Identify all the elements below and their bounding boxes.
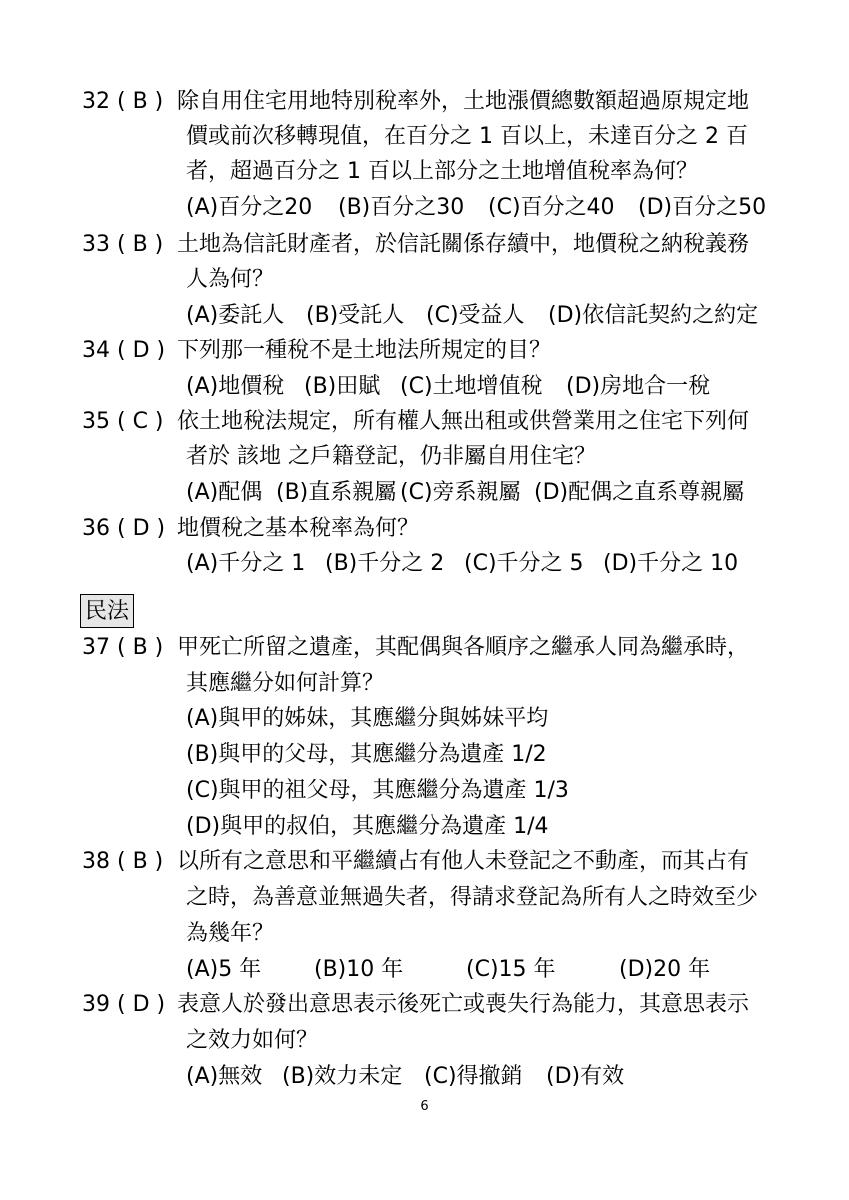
option-c: (C)15 年: [466, 957, 556, 982]
option-d: (D)百分之50: [638, 195, 767, 220]
question-option-37-d: (D)與甲的叔伯，其應繼分為遺產 1/4: [186, 814, 549, 839]
option-c: (C)受益人: [426, 303, 525, 328]
question-number-33: 33 ( B ): [82, 232, 164, 257]
option-d: (D)房地合一稅: [566, 374, 711, 399]
option-c: (C)土地增值稅: [400, 374, 543, 399]
question-text-38-line3: 為幾年？: [186, 921, 275, 946]
question-text-39-line1: 表意人於發出意思表示後死亡或喪失行為能力，其意思表示: [177, 992, 750, 1017]
question-text-34-line1: 下列那一種稅不是土地法所規定的目？: [177, 338, 552, 363]
option-b: (B)千分之 2: [325, 551, 445, 576]
section-label-civil-law: 民法: [80, 594, 134, 628]
question-text-33-line1: 土地為信託財產者，於信託關係存續中，地價稅之納稅義務: [177, 232, 750, 257]
option-b: (B)效力未定: [282, 1064, 403, 1089]
option-b: (B)10 年: [314, 957, 404, 982]
option-a: (A)地價稅: [186, 374, 285, 399]
question-number-39: 39 ( D ): [82, 992, 166, 1017]
question-text-37-line1: 甲死亡所留之遺產，其配偶與各順序之繼承人同為繼承時，: [177, 635, 750, 660]
question-text-39-line2: 之效力如何？: [186, 1028, 319, 1053]
option-d: (D)配偶之直系尊親屬: [534, 480, 745, 505]
question-text-32-line3: 者，超過百分之 1 百以上部分之土地增值稅率為何？: [186, 159, 698, 184]
question-text-38-line2: 之時，為善意並無過失者，得請求登記為所有人之時效至少: [186, 885, 759, 910]
option-a: (A)千分之 1: [186, 551, 306, 576]
option-c: (C)旁系親屬: [400, 480, 521, 505]
question-text-35-line2: 者於 該地 之戶籍登記，仍非屬自用住宅？: [186, 444, 596, 469]
question-text-35-line1: 依土地稅法規定，所有權人無出租或供營業用之住宅下列何: [177, 409, 750, 434]
option-c: (C)千分之 5: [464, 551, 584, 576]
page-number: 6: [420, 1099, 429, 1114]
question-text-33-line2: 人為何？: [186, 267, 275, 292]
question-option-37-b: (B)與甲的父母，其應繼分為遺產 1/2: [186, 742, 547, 767]
option-d: (D)有效: [546, 1064, 625, 1089]
question-number-34: 34 ( D ): [82, 338, 166, 363]
question-text-36-line1: 地價稅之基本稅率為何？: [177, 516, 420, 541]
option-d: (D)依信託契約之約定: [548, 303, 759, 328]
option-c: (C)百分之40: [488, 195, 615, 220]
option-a: (A)配偶: [186, 480, 263, 505]
option-b: (B)受託人: [306, 303, 405, 328]
question-number-36: 36 ( D ): [82, 516, 166, 541]
question-option-37-a: (A)與甲的姊妹，其應繼分與姊妹平均: [186, 706, 549, 731]
option-b: (B)直系親屬: [276, 480, 397, 505]
question-option-37-c: (C)與甲的祖父母，其應繼分為遺產 1/3: [186, 778, 569, 803]
option-d: (D)千分之 10: [603, 551, 739, 576]
question-number-37: 37 ( B ): [82, 635, 164, 660]
question-text-32-line1: 除自用住宅用地特別稅率外，土地漲價總數額超過原規定地: [177, 89, 750, 114]
question-text-38-line1: 以所有之意思和平繼續占有他人未登記之不動產，而其占有: [177, 849, 750, 874]
question-number-35: 35 ( C ): [82, 409, 164, 434]
option-b: (B)百分之30: [338, 195, 465, 220]
question-text-32-line2: 價或前次移轉現值，在百分之 1 百以上，未達百分之 2 百: [186, 124, 748, 149]
question-text-37-line2: 其應繼分如何計算？: [186, 671, 385, 696]
question-number-38: 38 ( B ): [82, 849, 164, 874]
question-number-32: 32 ( B ): [82, 89, 164, 114]
option-a: (A)百分之20: [186, 195, 313, 220]
option-d: (D)20 年: [619, 957, 711, 982]
option-c: (C)得撤銷: [424, 1064, 523, 1089]
option-a: (A)5 年: [186, 957, 262, 982]
option-b: (B)田賦: [304, 374, 381, 399]
option-a: (A)委託人: [186, 303, 285, 328]
option-a: (A)無效: [186, 1064, 263, 1089]
